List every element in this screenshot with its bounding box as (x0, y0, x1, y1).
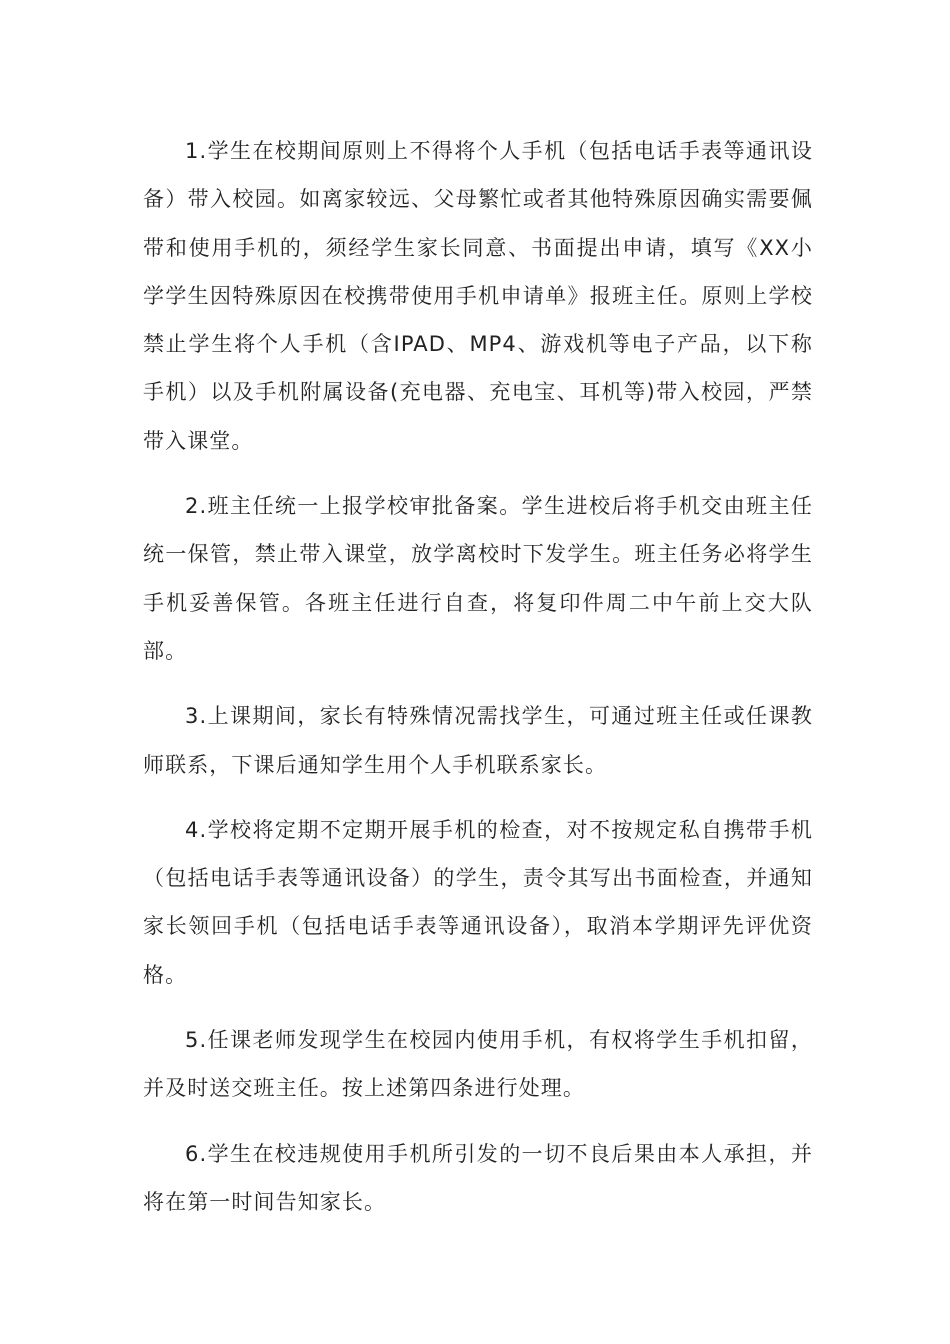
rule-paragraph-6: 6.学生在校违规使用手机所引发的一切不良后果由本人承担，并将在第一时间告知家长。 (143, 1141, 813, 1214)
document-body (143, 127, 813, 1243)
rule-paragraph-4: 4.学校将定期不定期开展手机的检查，对不按规定私自携带手机（包括电话手表等通讯设备）的学生，责令其写出书面检查，并通知家长领回手机（包括电话手表等通讯设备），取消本学期评先评优资格。 (143, 817, 813, 987)
rule-paragraph-3: 3.上课期间，家长有特殊情况需找学生，可通过班主任或任课教师联系，下课后通知学生用个人手机联系家长。 (143, 704, 813, 777)
rule-paragraph-1: 1.学生在校期间原则上不得将个人手机（包括电话手表等通讯设备）带入校园。如离家较远、父母繁忙或者其他特殊原因确实需要佩带和使用手机的，须经学生家长同意、书面提出申请，填写《XX小学学生因特殊原因在校携带使用手机申请单》报班主任。原则上学校禁止学生将个人手机（含IPAD、MP4、游戏机等电子产品，以下称手机）以及手机附属设备(充电器、充电宝、耳机等)带入校园，严禁带入课堂。 (143, 139, 813, 453)
rule-paragraph-5: 5.任课老师发现学生在校园内使用手机，有权将学生手机扣留，并及时送交班主任。按上述第四条进行处理。 (143, 1028, 813, 1101)
rule-paragraph-2: 2.班主任统一上报学校审批备案。学生进校后将手机交由班主任统一保管，禁止带入课堂，放学离校时下发学生。班主任务必将学生手机妥善保管。各班主任进行自查，将复印件周二中午前上交大队部。 (143, 494, 813, 663)
